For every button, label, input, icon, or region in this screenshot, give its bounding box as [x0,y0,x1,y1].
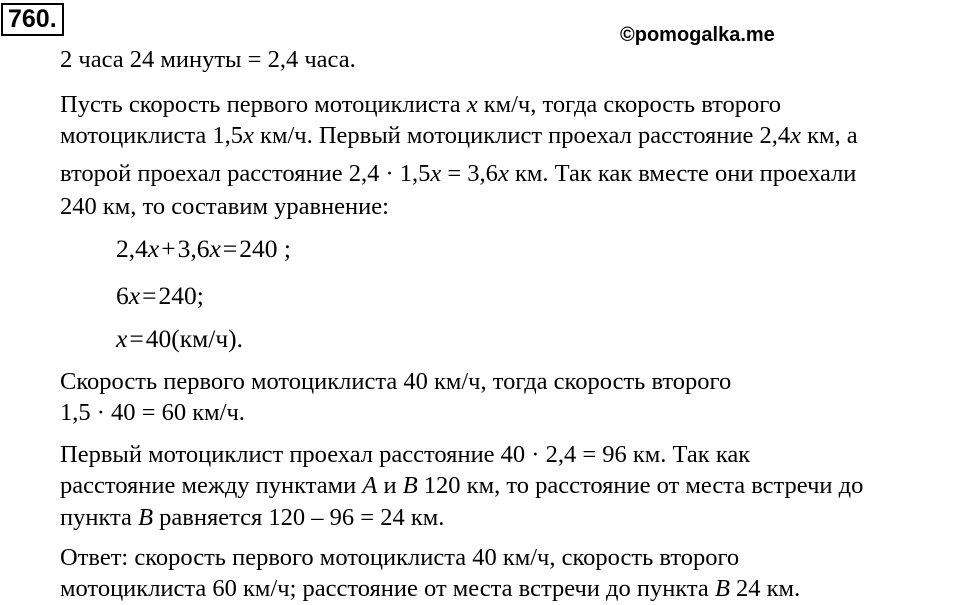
text-line-8 [60,443,750,468]
text-segment: Первый мотоциклист проехал расстояние 40 · 2,4 = 96 км. Так как [60,441,751,468]
text-segment: 120 км, то расстояние от места встречи до [417,472,864,499]
eq-term: 40 [145,324,172,353]
semicolon: ; [283,234,291,263]
text-line-7 [60,401,245,426]
text-segment: 240 км, то составим уравнение: [60,193,389,220]
variable-x: x [790,122,802,149]
variable-x: x [116,324,128,353]
equation-3 [116,326,243,352]
text-line-1 [60,48,356,73]
point-b: В [402,472,418,499]
text-segment: второй проехал расстояние 2,4 · 1,5 [60,160,431,187]
text-line-10 [60,506,444,531]
text-line-9 [60,474,863,499]
text-segment: км. Так как вместе они проехали [508,160,857,187]
text-line-3 [60,124,858,149]
equals-operator: = [222,234,238,263]
eq-term: 3,6 [177,234,210,263]
point-b: В [138,504,154,531]
semicolon: ; [196,281,204,310]
text-line-12 [60,577,800,602]
text-segment: и [377,472,403,499]
text-line-4 [60,162,856,187]
text-segment: 2 часа 24 минуты = 2,4 часа. [60,46,356,73]
text-segment: км, а [801,122,858,149]
text-segment: 1,5 · 40 = 60 км/ч. [60,399,245,426]
variable-x: x [466,91,478,118]
text-segment: Пусть скорость первого мотоциклиста [60,91,467,118]
text-segment: Скорость первого мотоциклиста 40 км/ч, тогда скорость второго [60,368,732,395]
eq-term: 240 [239,234,278,263]
variable-x: x [128,281,141,310]
variable-x: x [209,234,221,263]
variable-x: x [430,160,442,187]
problem-number: 760. [1,3,64,36]
text-segment: равняется 120 – 96 = 24 км. [153,504,445,531]
equals-operator: = [129,324,144,353]
variable-x: x [243,122,254,149]
text-segment: мотоциклиста 60 км/ч; расстояние от места встречи до пункта [60,575,715,602]
eq-term: 6 [116,281,129,310]
equals-operator: = [142,281,157,310]
text-segment: км/ч, тогда скорость второго [477,91,781,118]
eq-term: 240 [158,281,197,310]
plus-operator: + [161,234,176,263]
variable-x: x [147,234,160,263]
text-segment: Ответ: скорость первого мотоциклиста 40 км/ч, скорость второго [60,544,740,571]
watermark: ©pomogalka.me [620,24,775,46]
text-line-11 [60,546,739,571]
text-segment: = 3,6 [441,160,498,187]
point-a: А [362,472,378,499]
text-line-6 [60,370,731,395]
eq-unit: (км/ч). [171,324,244,353]
text-segment: 24 км. [729,575,801,602]
text-line-5 [60,195,389,220]
eq-term: 2,4 [116,234,148,263]
equation-2 [116,283,204,309]
point-b: В [714,575,730,602]
variable-x: x [497,160,509,187]
text-segment: пункта [60,504,139,531]
text-segment: км/ч. Первый мотоциклист проехал расстояние 2,4 [253,122,791,149]
equation-1 [116,236,291,262]
text-line-2 [60,93,781,118]
text-segment: мотоциклиста 1,5 [60,122,244,149]
text-segment: расстояние между пунктами [60,472,363,499]
